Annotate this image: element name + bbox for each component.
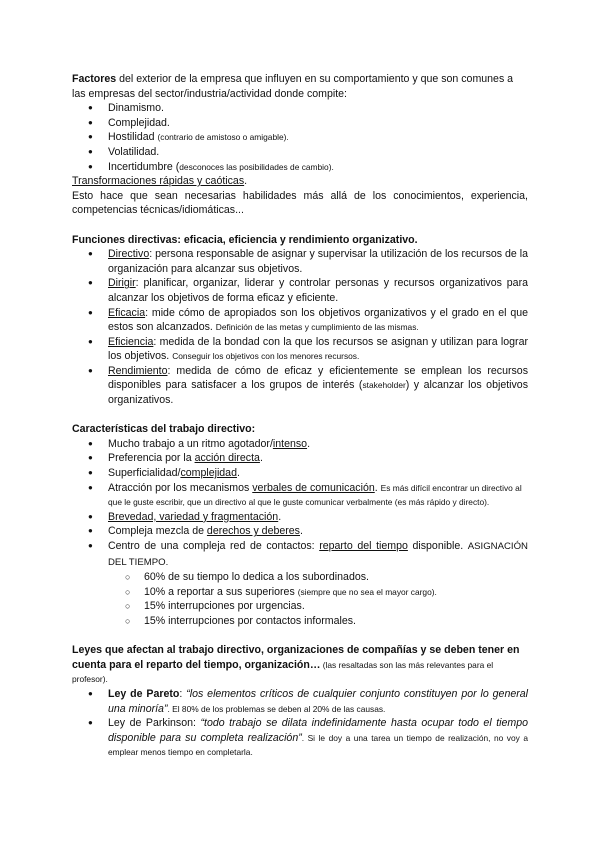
underlined: verbales de comunicación <box>252 481 375 494</box>
definition: : medida de la bondad con la que los recursos se asignan y utilizan para lograr los objetivos. <box>108 335 528 363</box>
underlined: derechos y deberes <box>206 525 300 538</box>
list-item <box>72 116 528 131</box>
text: . <box>307 437 311 450</box>
caracteristicas-heading <box>72 422 528 437</box>
caps-note: ASIGNACIÓN DEL TIEMPO. <box>108 541 528 568</box>
list-item <box>72 716 528 760</box>
term: Rendimiento <box>108 364 168 377</box>
list-item <box>72 539 528 570</box>
text: Superficialidad/ <box>108 467 181 480</box>
list-item <box>72 364 528 408</box>
text: Mucho trabajo a un ritmo agotador/ <box>108 437 273 450</box>
term: Eficiencia <box>108 335 154 348</box>
text: Preferencia por la <box>108 452 195 465</box>
law-name: Ley de Parkinson: <box>108 717 201 730</box>
punctuation: . <box>244 175 248 188</box>
list-item <box>72 306 528 335</box>
note: Conseguir los objetivos con los menores recursos. <box>172 351 360 362</box>
list-item <box>72 160 528 175</box>
note: stakeholder <box>362 380 406 391</box>
list-item <box>72 466 528 481</box>
list-item <box>72 451 528 466</box>
note: . Si le doy a una tarea un tiempo de realización, no voy a emplear menos tiempo en completarla. <box>108 732 528 758</box>
underlined: intenso <box>272 437 308 450</box>
list-item <box>72 276 528 305</box>
note: (siempre que no sea el mayor cargo). <box>297 586 437 597</box>
underlined: complejidad <box>180 467 237 480</box>
text: . <box>278 510 282 523</box>
list-item <box>72 247 528 276</box>
list-item <box>72 335 528 364</box>
definition: : persona responsable de asignar y supervisar la utilización de los recursos de la organización para alcanzar sus objetivos. <box>108 248 528 275</box>
list-item <box>72 524 528 539</box>
funciones-list <box>72 247 528 408</box>
item-text: Dinamismo. <box>108 102 164 115</box>
habilidades-paragraph: Esto hace que sean necesarias habilidades más allá de los conocimientos, experiencia, competencias técnicas/idiomáticas... <box>72 189 528 217</box>
item-text: Complejidad. <box>108 116 170 129</box>
leyes-list <box>72 687 528 760</box>
sub-item <box>72 599 528 614</box>
heading-text: Leyes que afectan al trabajo directivo, organizaciones de compañías y se deben tener en cuenta para el reparto del tiempo, organización… <box>72 644 520 671</box>
factores-paragraph <box>72 72 528 101</box>
text: : <box>179 687 187 700</box>
transformaciones-line <box>72 174 528 189</box>
underlined: acción directa <box>194 452 260 465</box>
document-content <box>72 72 528 760</box>
heading-text: Características del trabajo directivo: <box>72 423 256 436</box>
term: Eficacia <box>108 306 146 319</box>
text: Compleja mezcla de <box>108 525 207 538</box>
text: . <box>236 467 240 480</box>
definition-end: ) y alcanzar los objetivos organizativos. <box>108 379 528 407</box>
term: Dirigir <box>108 277 136 290</box>
list-item <box>72 510 528 525</box>
factores-list <box>72 101 528 174</box>
item-note: (contrario de amistoso o amigable). <box>157 132 289 143</box>
text: 60% de su tiempo lo dedica a los subordinados. <box>144 571 369 584</box>
item-text: Incertidumbre ( <box>108 160 180 173</box>
funciones-heading <box>72 233 528 248</box>
sub-item <box>72 570 528 585</box>
tiempo-sublist <box>72 570 528 628</box>
note: Definición de las metas y cumplimiento de las mismas. <box>215 322 419 333</box>
definition: : medida de cómo de eficaz y eficientemente se emplean los recursos disponibles para satisfacer a los grupos de interés ( <box>108 364 528 392</box>
quote: “todo trabajo se dilata indefinidamente hasta ocupar todo el tiempo disponible para su completa realización” <box>108 717 528 744</box>
text: Atracción por los mecanismos <box>108 481 253 494</box>
definition: : mide cómo de apropiados son los objetivos organizativos y el grado en el que estos son alcanzados. <box>108 306 528 334</box>
law-name: Ley de Pareto <box>108 687 180 700</box>
transformaciones-underlined: Transformaciones rápidas y caóticas <box>72 175 245 188</box>
text: 15% interrupciones por contactos informales. <box>144 614 356 627</box>
text: . <box>374 481 381 494</box>
leyes-heading <box>72 643 528 687</box>
heading-text: Funciones directivas: eficacia, eficiencia y rendimiento organizativo. <box>72 233 418 246</box>
term: Directivo <box>108 248 150 261</box>
factores-intro: del exterior de la empresa que influyen en su comportamiento y que son comunes a las empresas del sector/industria/actividad donde compite: <box>72 73 514 100</box>
text: . <box>299 525 303 538</box>
note: (las resaltadas son las más relevantes para el profesor). <box>72 659 494 685</box>
underlined: reparto del tiempo <box>319 540 408 552</box>
list-item <box>72 130 528 145</box>
sub-item <box>72 585 528 600</box>
underlined: Brevedad, variedad y fragmentación <box>108 510 279 523</box>
list-item <box>72 437 528 452</box>
note: Es más difícil encontrar un directivo al que le guste escribir, que un directivo al que le guste comunicar verbalmente (es más rápido y directo). <box>108 482 522 508</box>
item-text: Volatilidad. <box>108 145 160 158</box>
quote: “los elementos críticos de cualquier conjunto constituyen por lo general una minoría” <box>108 687 529 715</box>
list-item <box>72 101 528 116</box>
list-item <box>72 687 528 716</box>
text: 15% interrupciones por urgencias. <box>144 600 305 613</box>
list-item <box>72 145 528 160</box>
text: . <box>259 452 263 465</box>
list-item <box>72 481 528 510</box>
note: . El 80% de los problemas se deben al 20% de las causas. <box>167 703 386 714</box>
caracteristicas-list <box>72 437 528 570</box>
text: Centro de una compleja red de contactos: <box>108 540 320 552</box>
text: disponible. <box>407 540 468 552</box>
sub-item <box>72 614 528 629</box>
item-note: desconoces las posibilidades de cambio). <box>179 161 334 172</box>
factores-term: Factores <box>72 73 117 85</box>
text: 10% a reportar a sus superiores <box>144 585 298 598</box>
definition: : planificar, organizar, liderar y controlar personas y recursos organizativos para alcanzar los objetivos de forma eficaz y eficiente. <box>108 277 528 304</box>
item-text: Hostilidad <box>108 131 158 144</box>
